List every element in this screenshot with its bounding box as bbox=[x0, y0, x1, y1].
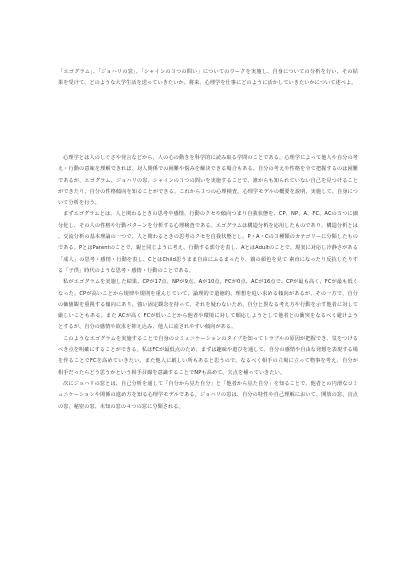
assignment-prompt bbox=[58, 67, 358, 90]
paragraph-egogram-results: 私がエゴグラムを実施した結果、CPが17点、NPが9点、Aが10点、FCが0点、ACが16点で、CPが最も高く、FCが最も低くなった。CPが高いことから規律や規則を重んじていて、論理的で道徳的、理想を追い求める傾向があるが、その一方で、自分の価値観を重視する傾向にあり、強い固定観念を持って、それを疑わないため、自分と異なる考え方や行動を示す他者に対して厳しいこともある。また ACが高く FCが低いことから他者や環境に対して順応しようとして他者との衝突をなるべく避けようとするが、自分の感情や欲求を抑え込み、他人に流されやすい傾向がある。 bbox=[58, 279, 358, 331]
paragraph-egogram-explanation: まずエゴグラムとは、人と関わるときの思考や感情、行動のクセや傾向つまり自我状態を、CP、NP、A、FC、ACの５つに細分化し、その人の性格や行動パターンを分析する心理検査である。エゴグラムは構造分析を応用したものであり、構造分析とは、交流分析の基本理論の一つで、人と関わるときの思考のクセを自我状態とし、P・A・Cの３種類のカテゴリーに分類したものである。PとはParentのことで、親と同じように考え、行動する部分を表し、AとはAdultのことで、現実に対応し冷静さがある「成人」の思考・感情・行動を表し、CとはChild思うまま自由にふるまったり、親の顔色を見て 素直になったり反抗したりする「子供」時代のような思考・感情・行動のことである。 bbox=[58, 211, 358, 274]
paragraph-johari-window: 次にジョハリの窓とは、自己分析を通して「自分から見た自分」と「他者から見た自分」を知ることで、他者との円滑なコミュニケーションや関係の進め方を知る心理学モデルである。ジョハリの窓は、自分の特性や自己理解において、開放の窓、盲点の窓、秘密の窓、未知の窓の４つの窓に分類される。 bbox=[58, 380, 358, 410]
paragraph-psychology-definition: 心理学とは人のしぐさや発言などから、人の心の動きを科学的に読み取る学問のことである。心理学によって他人や自分の考え・行動の意味を理解できれば、対人関係での困難や悩みを解決できる場合もある。自分の考えや性格を全て把握するのは困難であるが、エゴグラム、ジョハリの窓、シャインの３つの問いを実施することで、誰からも知られていない自己を見つけることができたり、自分の性格傾向を知ることができる。これから３つの心理検査、心理学モデルの概要を説明、実施して、自身について分析を行う。 bbox=[58, 155, 358, 207]
essay-body bbox=[58, 153, 358, 413]
paragraph-egogram-reflection: このようなエゴグラムを実施することで自身のコミュニケーションのタイプを知ってトラブルの原因が把握でき、気をつけるべき点を明確にすることができる。私はFCが最低点のため、まずは趣味や遊びを通して、自分の感情や自由な発想を表現する場を作ることでFCを高めていきたい。また他人に厳しい所もあると思うので、なるべく相手の立場に立って物事を考え、自分が相手だったらどう思うかという相手目線を意識することでNPも高めて、欠点を補っていきたい。 bbox=[58, 335, 358, 376]
assignment-prompt-text: 「エゴグラム」、「ジョハリの窓」、「シャインの３つの問い」についてのワークを実施し、自身についての分析を行い、その結 果を受けて、どのような大学生活を送っていきたいか、将来、心理学を仕事にどのように活かしていきたいかについて述べよ。 bbox=[58, 69, 358, 87]
